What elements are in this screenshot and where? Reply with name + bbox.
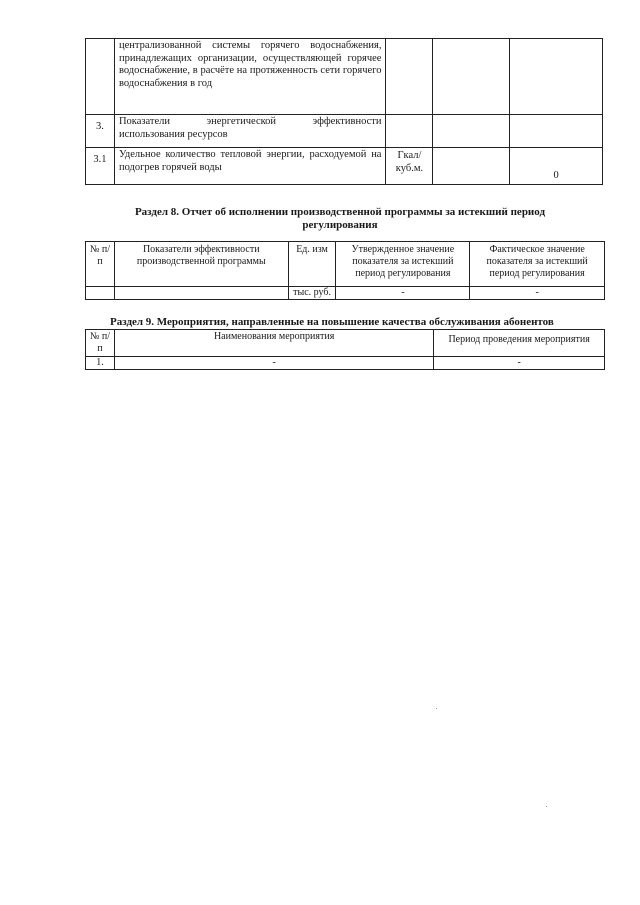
table-header-row (86, 330, 605, 357)
col-header-period: Период проведения мероприятия (434, 330, 605, 357)
scan-speck (436, 708, 437, 709)
indicator-cell (114, 287, 288, 300)
section-8-title: Раздел 8. Отчет об исполнении производственной программы за истекший период регулирования (134, 206, 546, 231)
row-number: 3.1 (86, 148, 115, 185)
indicators-table (85, 38, 603, 185)
section-9-title: Раздел 9. Мероприятия, направленные на повышение качества обслуживания абонентов (110, 316, 554, 328)
col-header-num: № п/п (86, 330, 115, 357)
indicator-text: Удельное количество тепловой энергии, расходуемой на подогрев горячей воды (114, 148, 386, 185)
table-row (86, 39, 603, 115)
unit-cell (386, 115, 433, 148)
unit-cell: Гкал/ куб.м. (386, 148, 433, 185)
row-number: 1. (86, 357, 115, 370)
value-cell (510, 115, 603, 148)
actual-value: - (470, 287, 605, 300)
measure-period: - (434, 357, 605, 370)
value-cell (510, 39, 603, 115)
value-cell (433, 148, 510, 185)
row-number (86, 287, 115, 300)
row-number (86, 39, 115, 115)
col-header-unit: Ед. изм (288, 242, 336, 287)
indicator-text: централизованной системы горячего водоснабжения, принадлежащих организации, осуществляющей горячее водоснабжение, в расчёте на протяженность сети горячего водоснабжения в год (114, 39, 386, 115)
value-cell (433, 115, 510, 148)
col-header-approved: Утвержденное значение показателя за истекший период регулирования (336, 242, 470, 287)
row-number: 3. (86, 115, 115, 148)
value-cell: 0 (510, 148, 603, 185)
indicator-text: Показатели энергетической эффективности использования ресурсов (114, 115, 386, 148)
table-header-row (86, 242, 605, 287)
measures-table (85, 329, 605, 370)
approved-value: - (336, 287, 470, 300)
value-cell (433, 39, 510, 115)
col-header-actual: Фактическое значение показателя за истекший период регулирования (470, 242, 605, 287)
col-header-num: № п/п (86, 242, 115, 287)
table-row (86, 287, 605, 300)
table-row (86, 148, 603, 185)
unit-cell (386, 39, 433, 115)
unit-cell: тыс. руб. (288, 287, 336, 300)
table-row (86, 357, 605, 370)
program-report-table (85, 241, 605, 300)
col-header-indicator: Показатели эффективности производственной программы (114, 242, 288, 287)
table-row (86, 115, 603, 148)
measure-name: - (114, 357, 433, 370)
scan-speck (546, 806, 547, 807)
col-header-name: Наименования мероприятия (114, 330, 433, 357)
